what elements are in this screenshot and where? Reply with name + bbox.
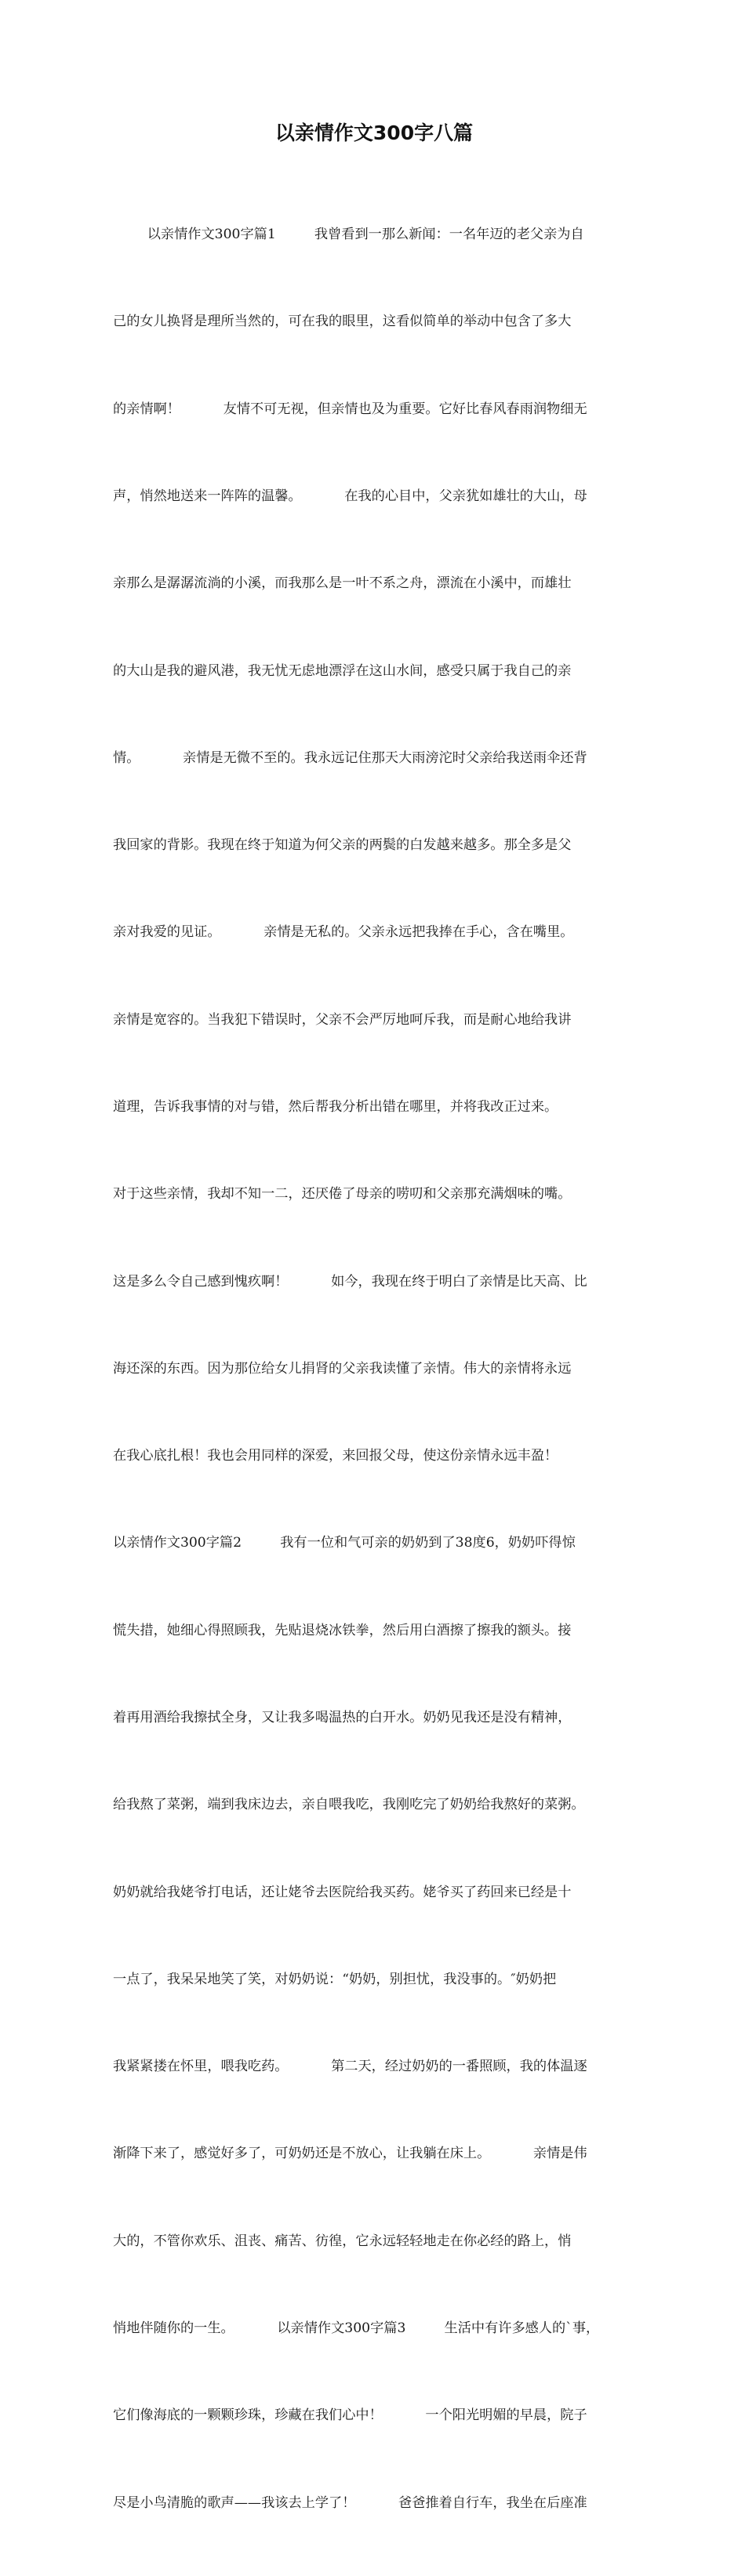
- document-body: [113, 162, 635, 2576]
- body-line: 我紧紧搂在怀里，喂我吃药。 第二天，经过奶奶的一番照顾，我的体温逐: [113, 2059, 587, 2075]
- body-line: 的亲情啊！ 友情不可无视，但亲情也及为重要。它好比春风春雨润物细无: [113, 401, 587, 417]
- body-line: 我回家的背影。我现在终于知道为何父亲的两鬓的白发越来越多。那全多是父: [113, 837, 572, 854]
- body-line: 悄地伴随你的一生。 以亲情作文300字篇3 生活中有许多感人的`事，: [113, 2320, 600, 2336]
- body-line: 它们像海底的一颗颗珍珠，珍藏在我们心中！ 一个阳光明媚的早晨，院子: [113, 2407, 587, 2424]
- body-line: 亲情是宽容的。当我犯下错误时，父亲不会严厉地呵斥我，而是耐心地给我讲: [113, 1011, 572, 1028]
- body-line: 亲那么是潺潺流淌的小溪，而我那么是一叶不系之舟，漂流在小溪中，而雄壮: [113, 575, 572, 592]
- body-line: 尽是小鸟清脆的歌声——我该去上学了！ 爸爸推着自行车，我坐在后座准: [113, 2494, 587, 2511]
- body-line: 的大山是我的避风港，我无忧无虑地漂浮在这山水间，感受只属于我自己的亲: [113, 662, 572, 679]
- body-line: 己的女儿换肾是理所当然的，可在我的眼里，这看似简单的举动中包含了多大: [113, 314, 572, 330]
- body-line: 奶奶就给我姥爷打电话，还让姥爷去医院给我买药。姥爷买了药回来已经是十: [113, 1884, 572, 1900]
- body-line: 一点了，我呆呆地笑了笑，对奶奶说：“奶奶，别担忧，我没事的。″奶奶把: [113, 1971, 557, 1987]
- body-line: 情。 亲情是无微不至的。我永远记住那天大雨滂沱时父亲给我送雨伞还背: [113, 749, 587, 766]
- body-line: 给我熬了菜粥，端到我床边去，亲自喂我吃，我刚吃完了奶奶给我熬好的菜粥。: [113, 1797, 585, 1813]
- body-line: 这是多么令自己感到愧疚啊！ 如今，我现在终于明白了亲情是比天高、比: [113, 1273, 587, 1290]
- body-line: 以亲情作文300字篇1 我曾看到一那么新闻：一名年迈的老父亲为自: [113, 227, 584, 243]
- body-line: 海还深的东西。因为那位给女儿捐肾的父亲我读懂了亲情。伟大的亲情将永远: [113, 1360, 572, 1377]
- body-line: 对于这些亲情，我却不知一二，还厌倦了母亲的唠叨和父亲那充满烟味的嘴。: [113, 1186, 572, 1203]
- body-line: 以亲情作文300字篇2 我有一位和气可亲的奶奶到了38度6，奶奶吓得惊: [113, 1535, 576, 1551]
- body-line: 渐降下来了，感觉好多了，可奶奶还是不放心，让我躺在床上。 亲情是伟: [113, 2146, 587, 2162]
- body-line: 慌失措，她细心得照顾我，先贴退烧冰铁拳，然后用白酒擦了擦我的额头。接: [113, 1622, 572, 1638]
- body-line: 道理，告诉我事情的对与错，然后帮我分析出错在哪里，并将我改正过来。: [113, 1099, 558, 1115]
- body-line: 着再用酒给我擦拭全身，又让我多喝温热的白开水。奶奶见我还是没有精神，: [113, 1709, 572, 1725]
- body-line: 在我心底扎根！我也会用同样的深爱，来回报父母，使这份亲情永远丰盈！: [113, 1448, 558, 1464]
- document-title: 以亲情作文300字八篇: [274, 122, 474, 144]
- body-line: 大的，不管你欢乐、沮丧、痛苦、彷徨，它永远轻轻地走在你必经的路上，悄: [113, 2233, 572, 2249]
- body-line: 亲对我爱的见证。 亲情是无私的。父亲永远把我捧在手心，含在嘴里。: [113, 924, 574, 941]
- body-line: 声，悄然地送来一阵阵的温馨。 在我的心目中，父亲犹如雄壮的大山，母: [113, 488, 587, 505]
